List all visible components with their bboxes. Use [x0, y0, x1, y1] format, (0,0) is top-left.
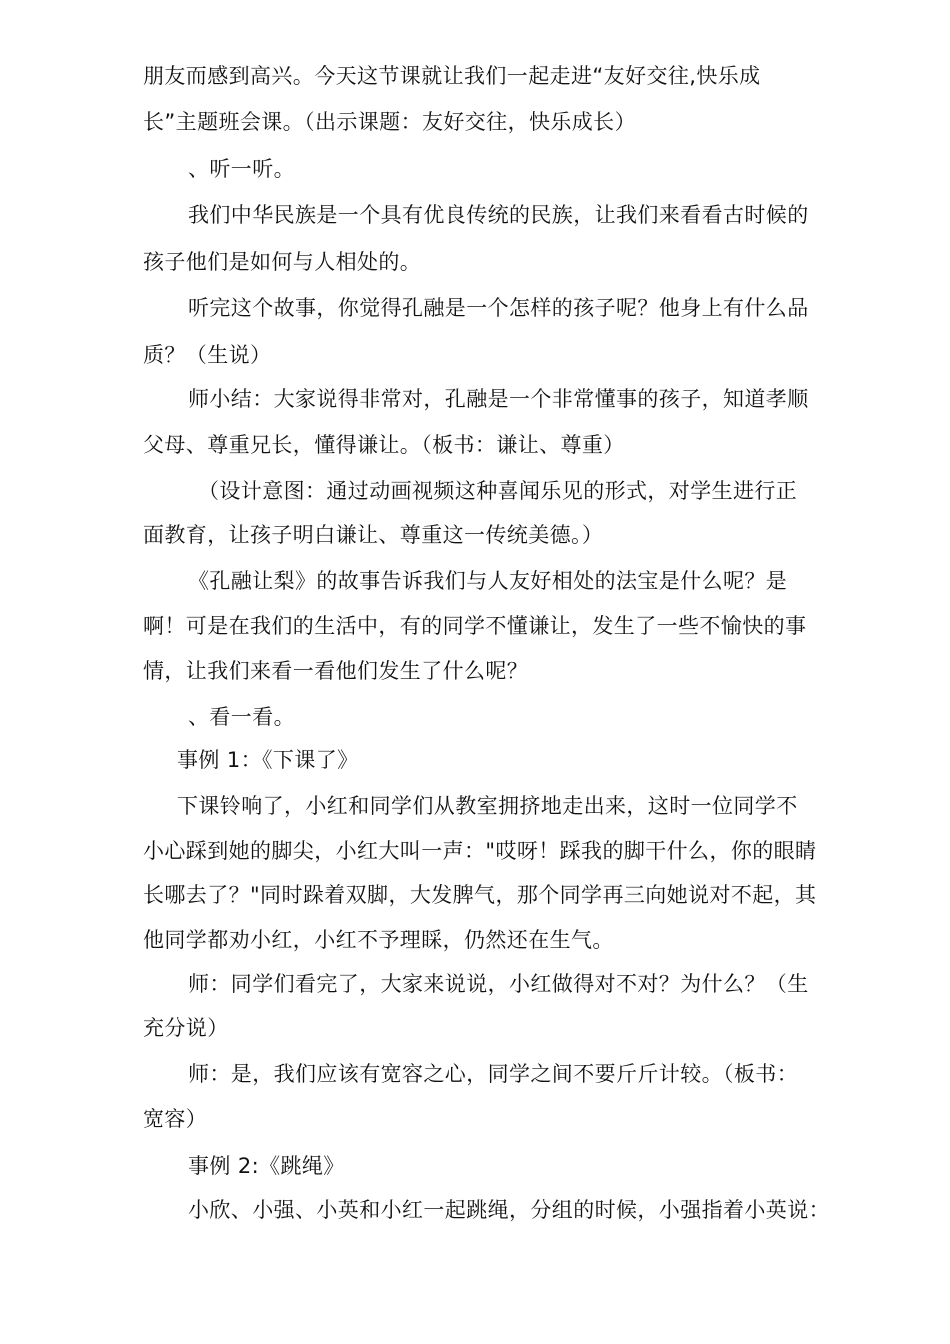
text-line: 面教育，让孩子明白谦让、尊重这一传统美德。） — [143, 523, 604, 547]
text-line: 宽容） — [143, 1107, 208, 1131]
text-line: 小心踩到她的脚尖，小红大叫一声："哎呀！踩我的脚干什么，你的眼睛 — [143, 839, 817, 863]
text-line: 父母、尊重兄长，懂得谦让。（板书：谦让、尊重） — [143, 433, 625, 457]
text-line: 下课铃响了，小红和同学们从教室拥挤地走出来，这时一位同学不 — [177, 794, 798, 818]
text-line: 朋友而感到高兴。今天这节课就让我们一起走进“友好交往,快乐成 — [143, 64, 761, 88]
text-line: 充分说） — [143, 1016, 229, 1040]
section-heading: 、看一看。 — [188, 705, 295, 729]
text-line: 师小结：大家说得非常对，孔融是一个非常懂事的孩子，知道孝顺 — [188, 387, 809, 411]
text-line: 长”主题班会课。（出示课题：友好交往，快乐成长） — [143, 110, 636, 134]
section-heading: 、听一听。 — [188, 157, 295, 181]
text-line: 情，让我们来看一看他们发生了什么呢？ — [143, 659, 529, 683]
text-line: 《孔融让梨》的故事告诉我们与人友好相处的法宝是什么呢？是 — [188, 569, 788, 593]
example-heading: 事例 1：《下课了》 — [177, 748, 359, 772]
text-line: 听完这个故事，你觉得孔融是一个怎样的孩子呢？他身上有什么品 — [188, 296, 809, 320]
text-line: 小欣、小强、小英和小红一起跳绳，分组的时候，小强指着小英说： — [188, 1198, 830, 1222]
text-line: （设计意图：通过动画视频这种喜闻乐见的形式，对学生进行正 — [198, 479, 798, 503]
text-line: 师：是，我们应该有宽容之心，同学之间不要斤斤计较。（板书： — [188, 1062, 799, 1086]
text-line: 啊！可是在我们的生活中，有的同学不懂谦让，发生了一些不愉快的事 — [143, 614, 807, 638]
text-line: 他同学都劝小红，小红不予理睬，仍然还在生气。 — [143, 928, 614, 952]
example-heading: 事例 2:《跳绳》 — [188, 1154, 345, 1178]
text-line: 长哪去了？"同时跺着双脚，大发脾气，那个同学再三向她说对不起，其 — [143, 883, 817, 907]
text-line: 质？（生说） — [143, 343, 272, 367]
text-line: 师：同学们看完了，大家来说说，小红做得对不对？为什么？（生 — [188, 972, 809, 996]
text-line: 孩子他们是如何与人相处的。 — [143, 250, 422, 274]
text-line: 我们中华民族是一个具有优良传统的民族，让我们来看看古时候的 — [188, 203, 809, 227]
